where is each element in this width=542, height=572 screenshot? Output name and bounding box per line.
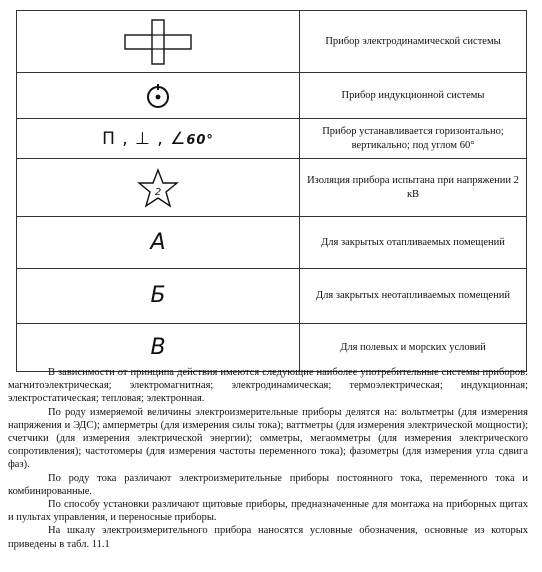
symbol-cell: [17, 73, 300, 119]
paragraph: По способу установки различают щитовые приборы, предназначенные для монтажа на приборных щитах и пультах управления, и переносные приборы.: [8, 499, 528, 524]
body-text: [8, 366, 528, 551]
symbol-cell: [17, 217, 300, 269]
table-row: [17, 324, 527, 372]
paragraph: По роду тока различают электроизмерительные приборы постоянного тока, переменного тока и комбинированные.: [8, 472, 528, 497]
description-cell: Прибор устанавливается горизонтально; вертикально; под углом 60°: [300, 119, 527, 159]
paragraph: На шкалу электроизмерительного прибора наносятся условные обозначения, основные из которых приведены в табл. 11.1: [8, 525, 528, 550]
description-cell: Для закрытых отапливаемых помещений: [300, 217, 527, 269]
table-row: [17, 119, 527, 159]
symbol-cell: [17, 324, 300, 372]
table-row: [17, 11, 527, 73]
table-row: [17, 73, 527, 119]
position-angle-text: 60°: [186, 132, 214, 148]
table-row: [17, 159, 527, 217]
category-letter-b: Б: [150, 283, 166, 308]
symbols-table: [16, 10, 527, 372]
description-cell: Для закрытых неотапливаемых помещений: [300, 269, 527, 324]
induction-system-icon: [145, 82, 171, 110]
description-cell: Изоляция прибора испытана при напряжении 2 кВ: [300, 159, 527, 217]
symbol-cell: [17, 159, 300, 217]
insulation-test-star-icon: [137, 168, 179, 208]
paragraph: По роду измеряемой величины электроизмерительные приборы делятся на: вольтметры (для измерения напряжения и ЭДС); амперметры (для измерения силы тока); ваттметры (для измерения электрической мощности); счетчики (для измерения электрической энергии); омметры, мегаомметры (для измерения электрического сопротивления); частотомеры (для измерения частоты переменного тока); фазометры (для измерения угла сдвига фаз).: [8, 406, 528, 471]
position-marks-text: П , ⊥ , ∠: [102, 128, 187, 149]
category-letter-v: В: [150, 334, 166, 360]
star-value-text: 2: [154, 186, 162, 198]
position-marks-icon: [102, 129, 214, 149]
symbol-cell: [17, 119, 300, 159]
symbol-cell: [17, 11, 300, 73]
table-row: [17, 217, 527, 269]
category-letter-a: А: [150, 229, 166, 255]
electrodynamic-system-icon: [123, 19, 193, 65]
description-cell: Прибор электродинамической системы: [300, 11, 527, 73]
table-row: [17, 269, 527, 324]
paragraph: В зависимости от принципа действия имеются следующие наиболее употребительные системы приборов: магнитоэлектрическая; электромагнитная; электродинамическая; термоэлектрическая; индукционная; электростатическая; тепловая; электронная.: [8, 367, 528, 405]
description-cell: Для полевых и морских условий: [300, 324, 527, 372]
symbol-cell: [17, 269, 300, 324]
description-cell: Прибор индукционной системы: [300, 73, 527, 119]
